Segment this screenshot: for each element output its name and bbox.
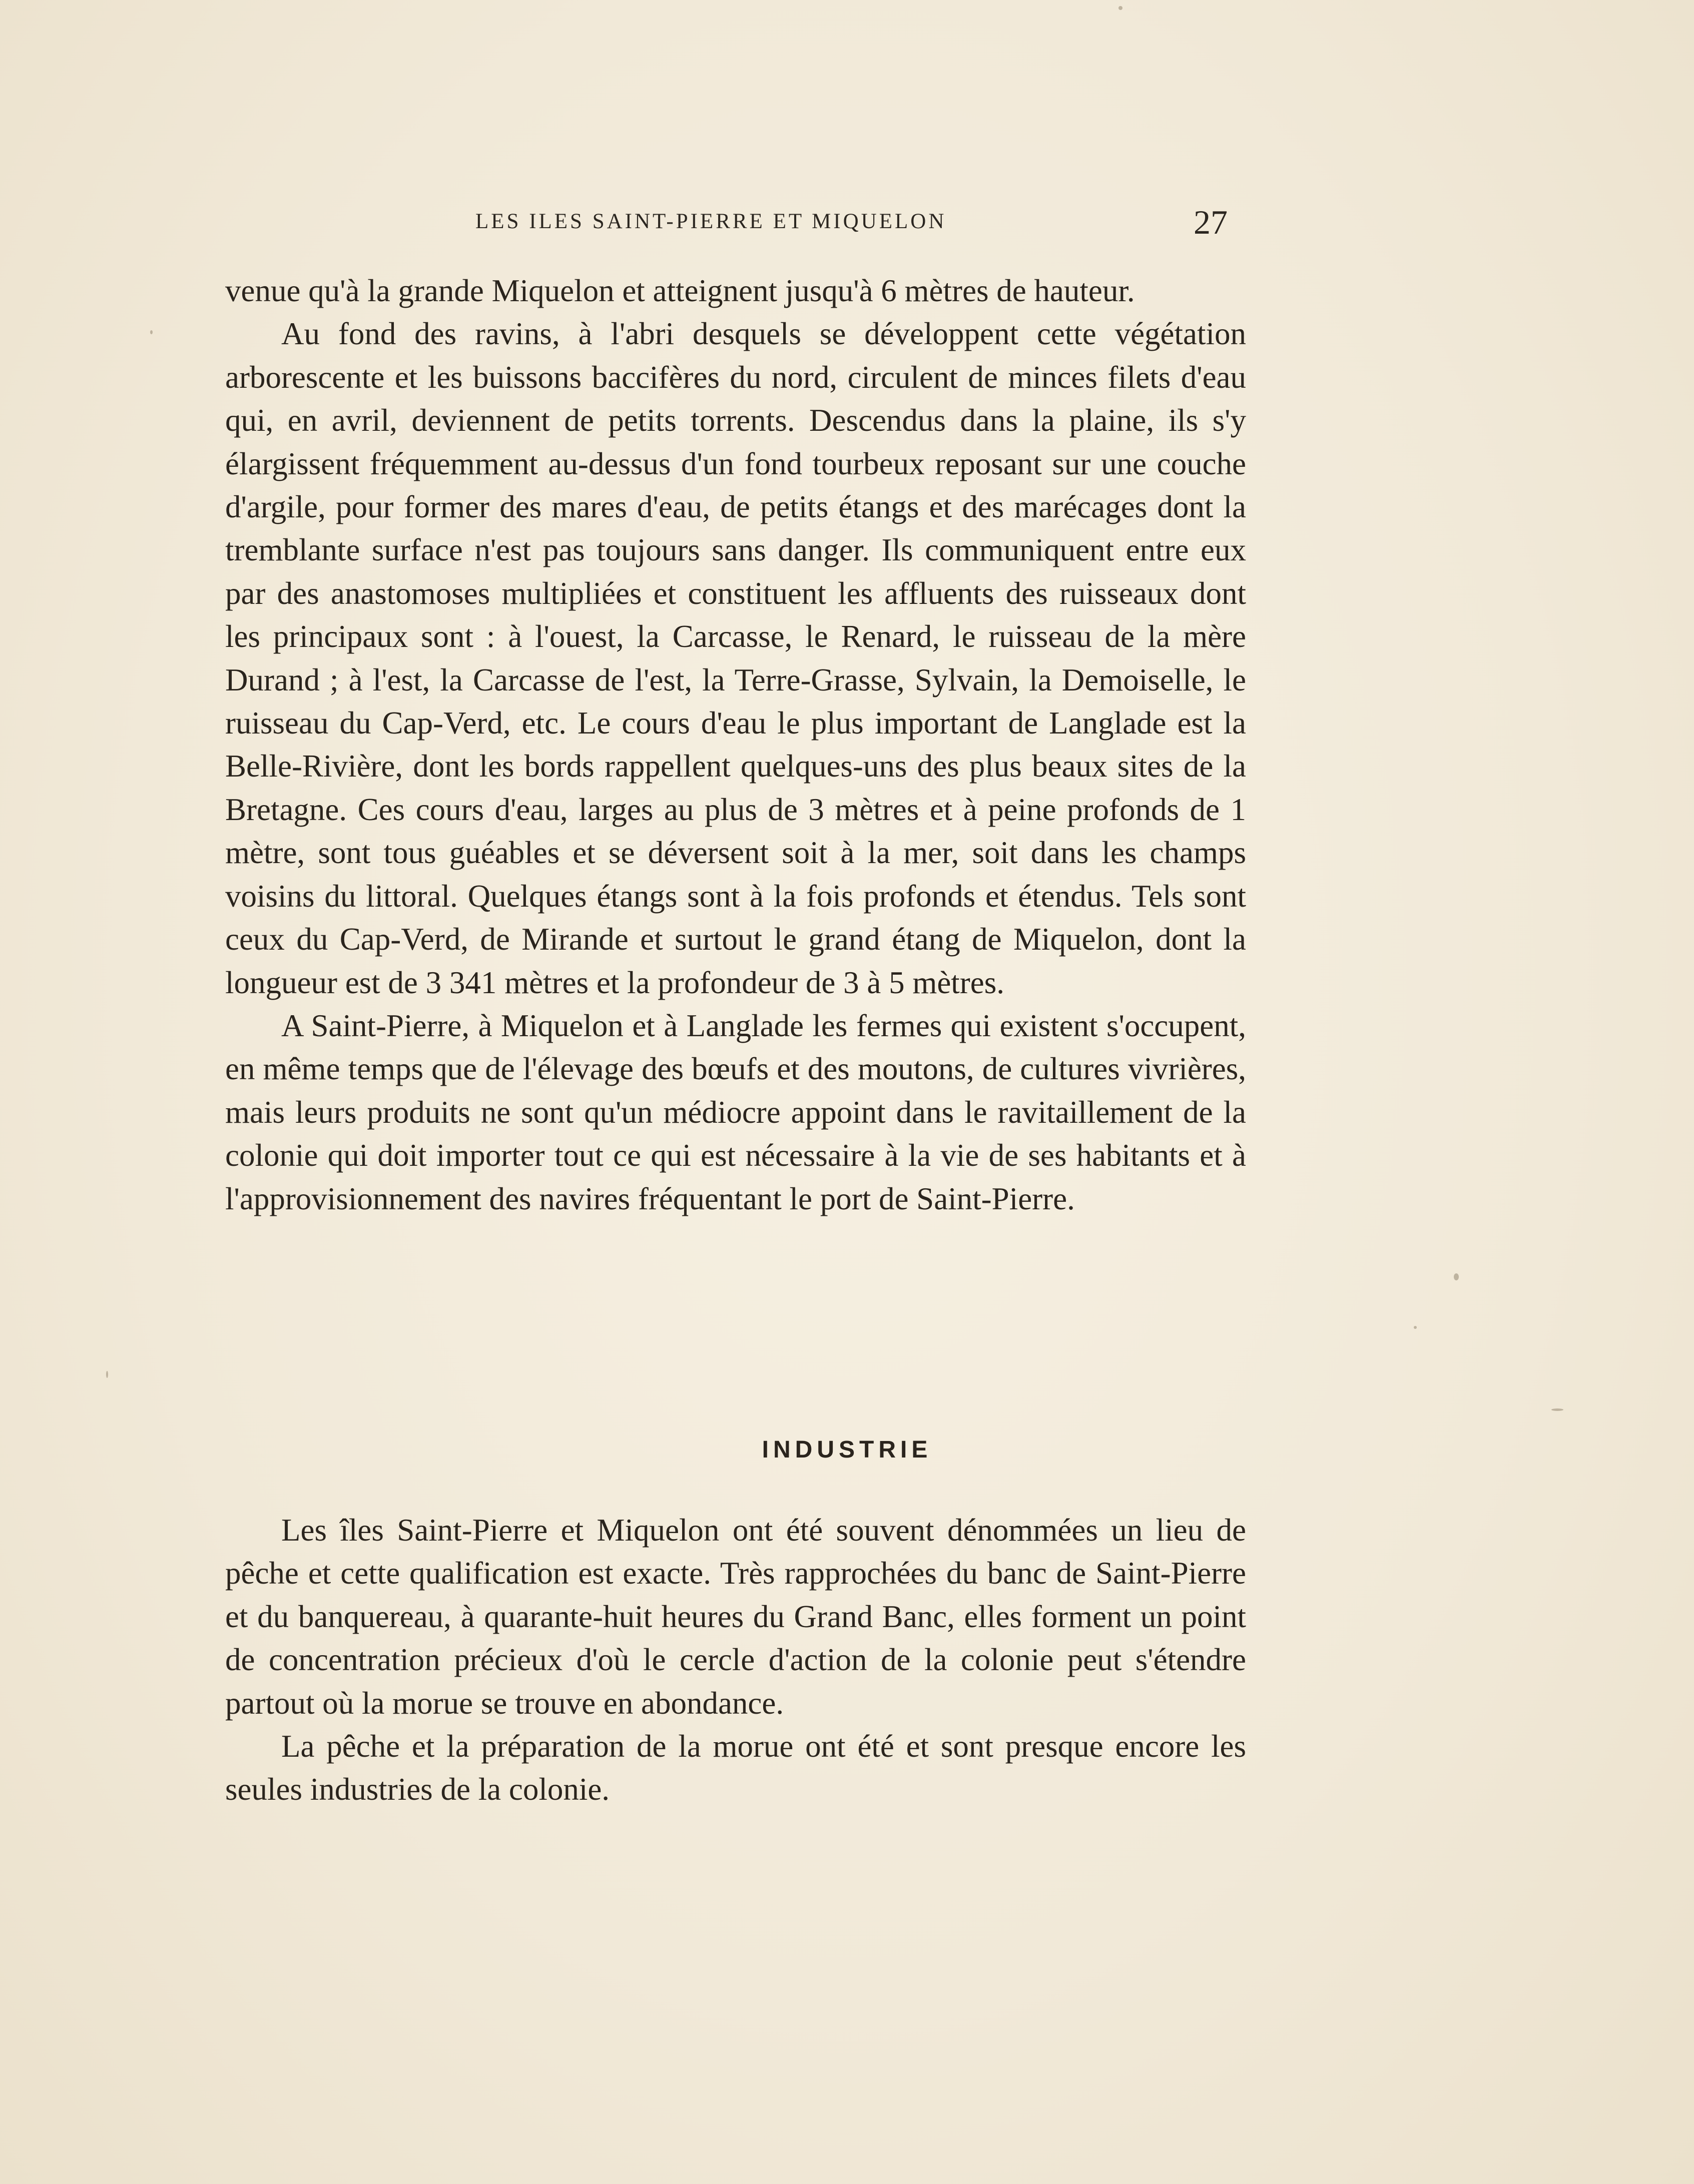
paragraph-industries: La pêche et la préparation de la morue ont été et sont presque encore les seules industries de la colonie. [225, 1729, 1246, 1807]
paper-speck [1454, 1273, 1459, 1280]
paper-speck [150, 330, 153, 334]
paragraph-ravins: Au fond des ravins, à l'abri desquels se développent cette végétation arborescente et les buissons baccifères du nord, circulent de minces filets d'eau qui, en avril, deviennent de petits torrents. Descendus dans la plaine, ils s'y élargissent fréquemment au-dessus d'un fond tourbeux reposant sur une couche d'argile, pour former des mares d'eau, de petits étangs et des marécages dont la tremblante surface n'est pas toujours sans danger. Ils communiquent entre eux par des anastomoses multipliées et constituent les affluents des ruisseaux dont les principaux sont : à l'ouest, la Carcasse, le Renard, le ruisseau de la mère Durand ; à l'est, la Carcasse de l'est, la Terre-Grasse, Sylvain, la Demoiselle, le ruisseau du Cap-Verd, etc. Le cours d'eau le plus important de Langlade est la Belle-Rivière, dont les bords rappellent quelques-uns des plus beaux sites de la Bretagne. Ces cours d'eau, larges au plus de 3 mètres et à peine profonds de 1 mètre, sont tous guéables et se déversent soit à la mer, soit dans les champs voisins du littoral. Quelques étangs sont à la fois profonds et étendus. Tels sont ceux du Cap-Verd, de Mirande et surtout le grand étang de Miquelon, dont la longueur est de 3 341 mètres et la profondeur de 3 à 5 mètres. [225, 316, 1246, 1000]
paragraph-lieu-de-peche: Les îles Saint-Pierre et Miquelon ont été souvent dénommées un lieu de pêche et cette qualification est exacte. Très rapprochées du banc de Saint-Pierre et du banquereau, à quarante-huit heures du Grand Banc, elles forment un point de concentration précieux d'où le cercle d'action de la colonie peut s'étendre partout où la morue se trouve en abondance. [225, 1513, 1246, 1721]
paper-speck [106, 1371, 108, 1378]
page-number: 27 [1194, 203, 1228, 241]
body-text-before-heading [225, 269, 1246, 1220]
paragraph-fermes: A Saint-Pierre, à Miquelon et à Langlade les fermes qui existent s'occupent, en même temps que de l'élevage des bœufs et des moutons, de cultures vivrières, mais leurs produits ne sont qu'un médiocre appoint dans le ravitaillement de la colonie qui doit importer tout ce qui est nécessaire à la vie de ses habitants et à l'approvisionnement des navires fréquentant le port de Saint-Pierre. [225, 1008, 1246, 1216]
section-heading: INDUSTRIE [762, 1436, 932, 1463]
paper-speck [1118, 6, 1122, 10]
paper-speck [1551, 1408, 1563, 1411]
body-text-after-heading [225, 1509, 1246, 1811]
paper-speck [1414, 1326, 1417, 1329]
running-head: LES ILES SAINT-PIERRE ET MIQUELON [475, 210, 947, 233]
paragraph-continued: venue qu'à la grande Miquelon et atteignent jusqu'à 6 mètres de hauteur. [225, 273, 1135, 308]
